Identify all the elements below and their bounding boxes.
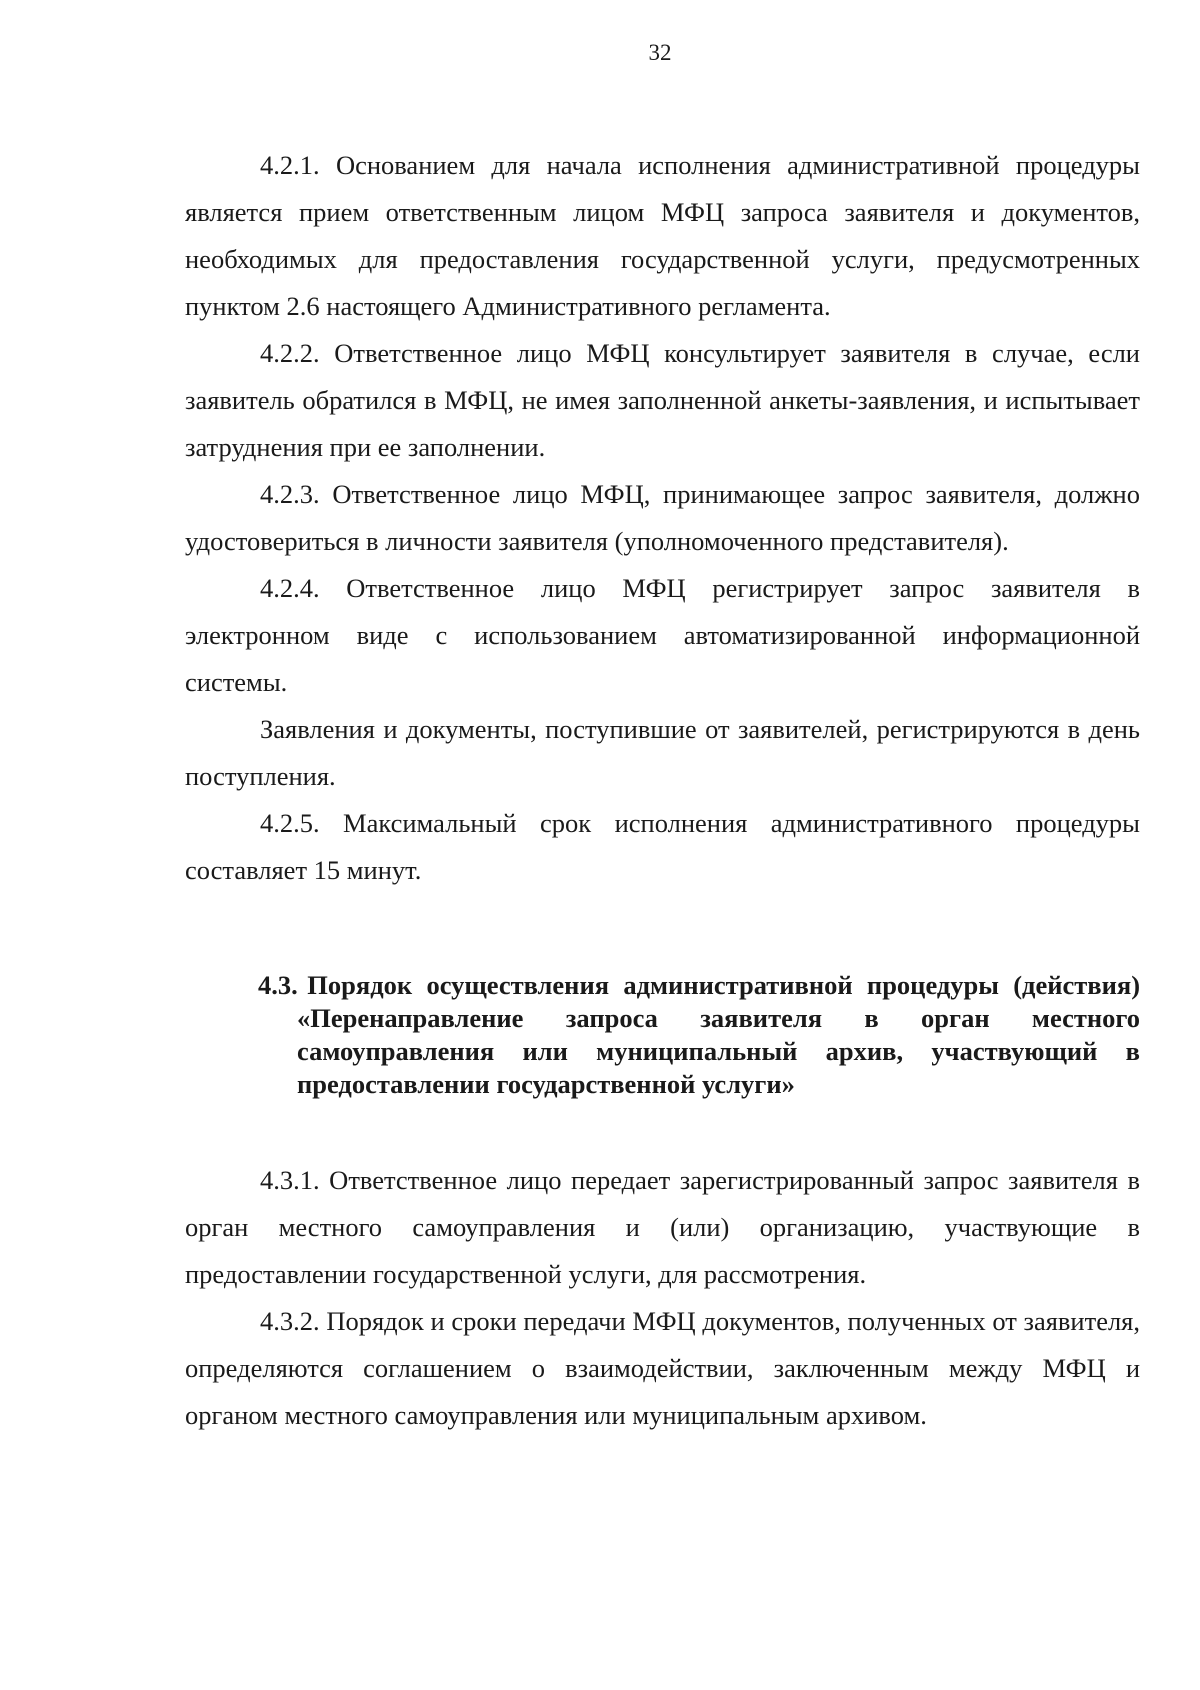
paragraph-4-2-2: 4.2.2. Ответственное лицо МФЦ консультирует заявителя в случае, если заявитель обратился в МФЦ, не имея заполненной анкеты-заявления, и испытывает затруднения при ее заполнении. — [185, 338, 1140, 462]
paragraph-registration: Заявления и документы, поступившие от заявителей, регистрируются в день поступления. — [185, 714, 1140, 791]
section-heading-4-3 — [258, 969, 1141, 1101]
paragraph-4-2-5: 4.2.5. Максимальный срок исполнения административного процедуры составляет 15 минут. — [185, 808, 1140, 885]
page-number: 32 — [648, 40, 672, 65]
paragraph-4-2-3: 4.2.3. Ответственное лицо МФЦ, принимающее запрос заявителя, должно удостовериться в личности заявителя (уполномоченного представителя). — [185, 479, 1140, 556]
section-heading-number: 4.3. — [258, 970, 298, 1000]
section-heading-text: Порядок осуществления административной процедуры (действия) «Перенаправление запроса заявителя в орган местного самоуправления или муниципальный архив, участвующий в предоставлении государственной услуги» — [297, 970, 1141, 1099]
document-body — [185, 142, 1140, 1439]
paragraph-4-2-4: 4.2.4. Ответственное лицо МФЦ регистрирует запрос заявителя в электронном виде с использованием автоматизированной информационной системы. — [185, 573, 1140, 697]
paragraph-4-3-1: 4.3.1. Ответственное лицо передает зарегистрированный запрос заявителя в орган местного самоуправления и (или) организацию, участвующие в предоставлении государственной услуги, для рассмотрения. — [185, 1165, 1140, 1289]
paragraph-4-3-2: 4.3.2. Порядок и сроки передачи МФЦ документов, полученных от заявителя, определяются соглашением о взаимодействии, заключенным между МФЦ и органом местного самоуправления или муниципальным архивом. — [185, 1306, 1140, 1430]
paragraph-4-2-1: 4.2.1. Основанием для начала исполнения административной процедуры является прием ответственным лицом МФЦ запроса заявителя и документов, необходимых для предоставления государственной услуги, предусмотренных пунктом 2.6 настоящего Административного регламента. — [185, 150, 1140, 321]
